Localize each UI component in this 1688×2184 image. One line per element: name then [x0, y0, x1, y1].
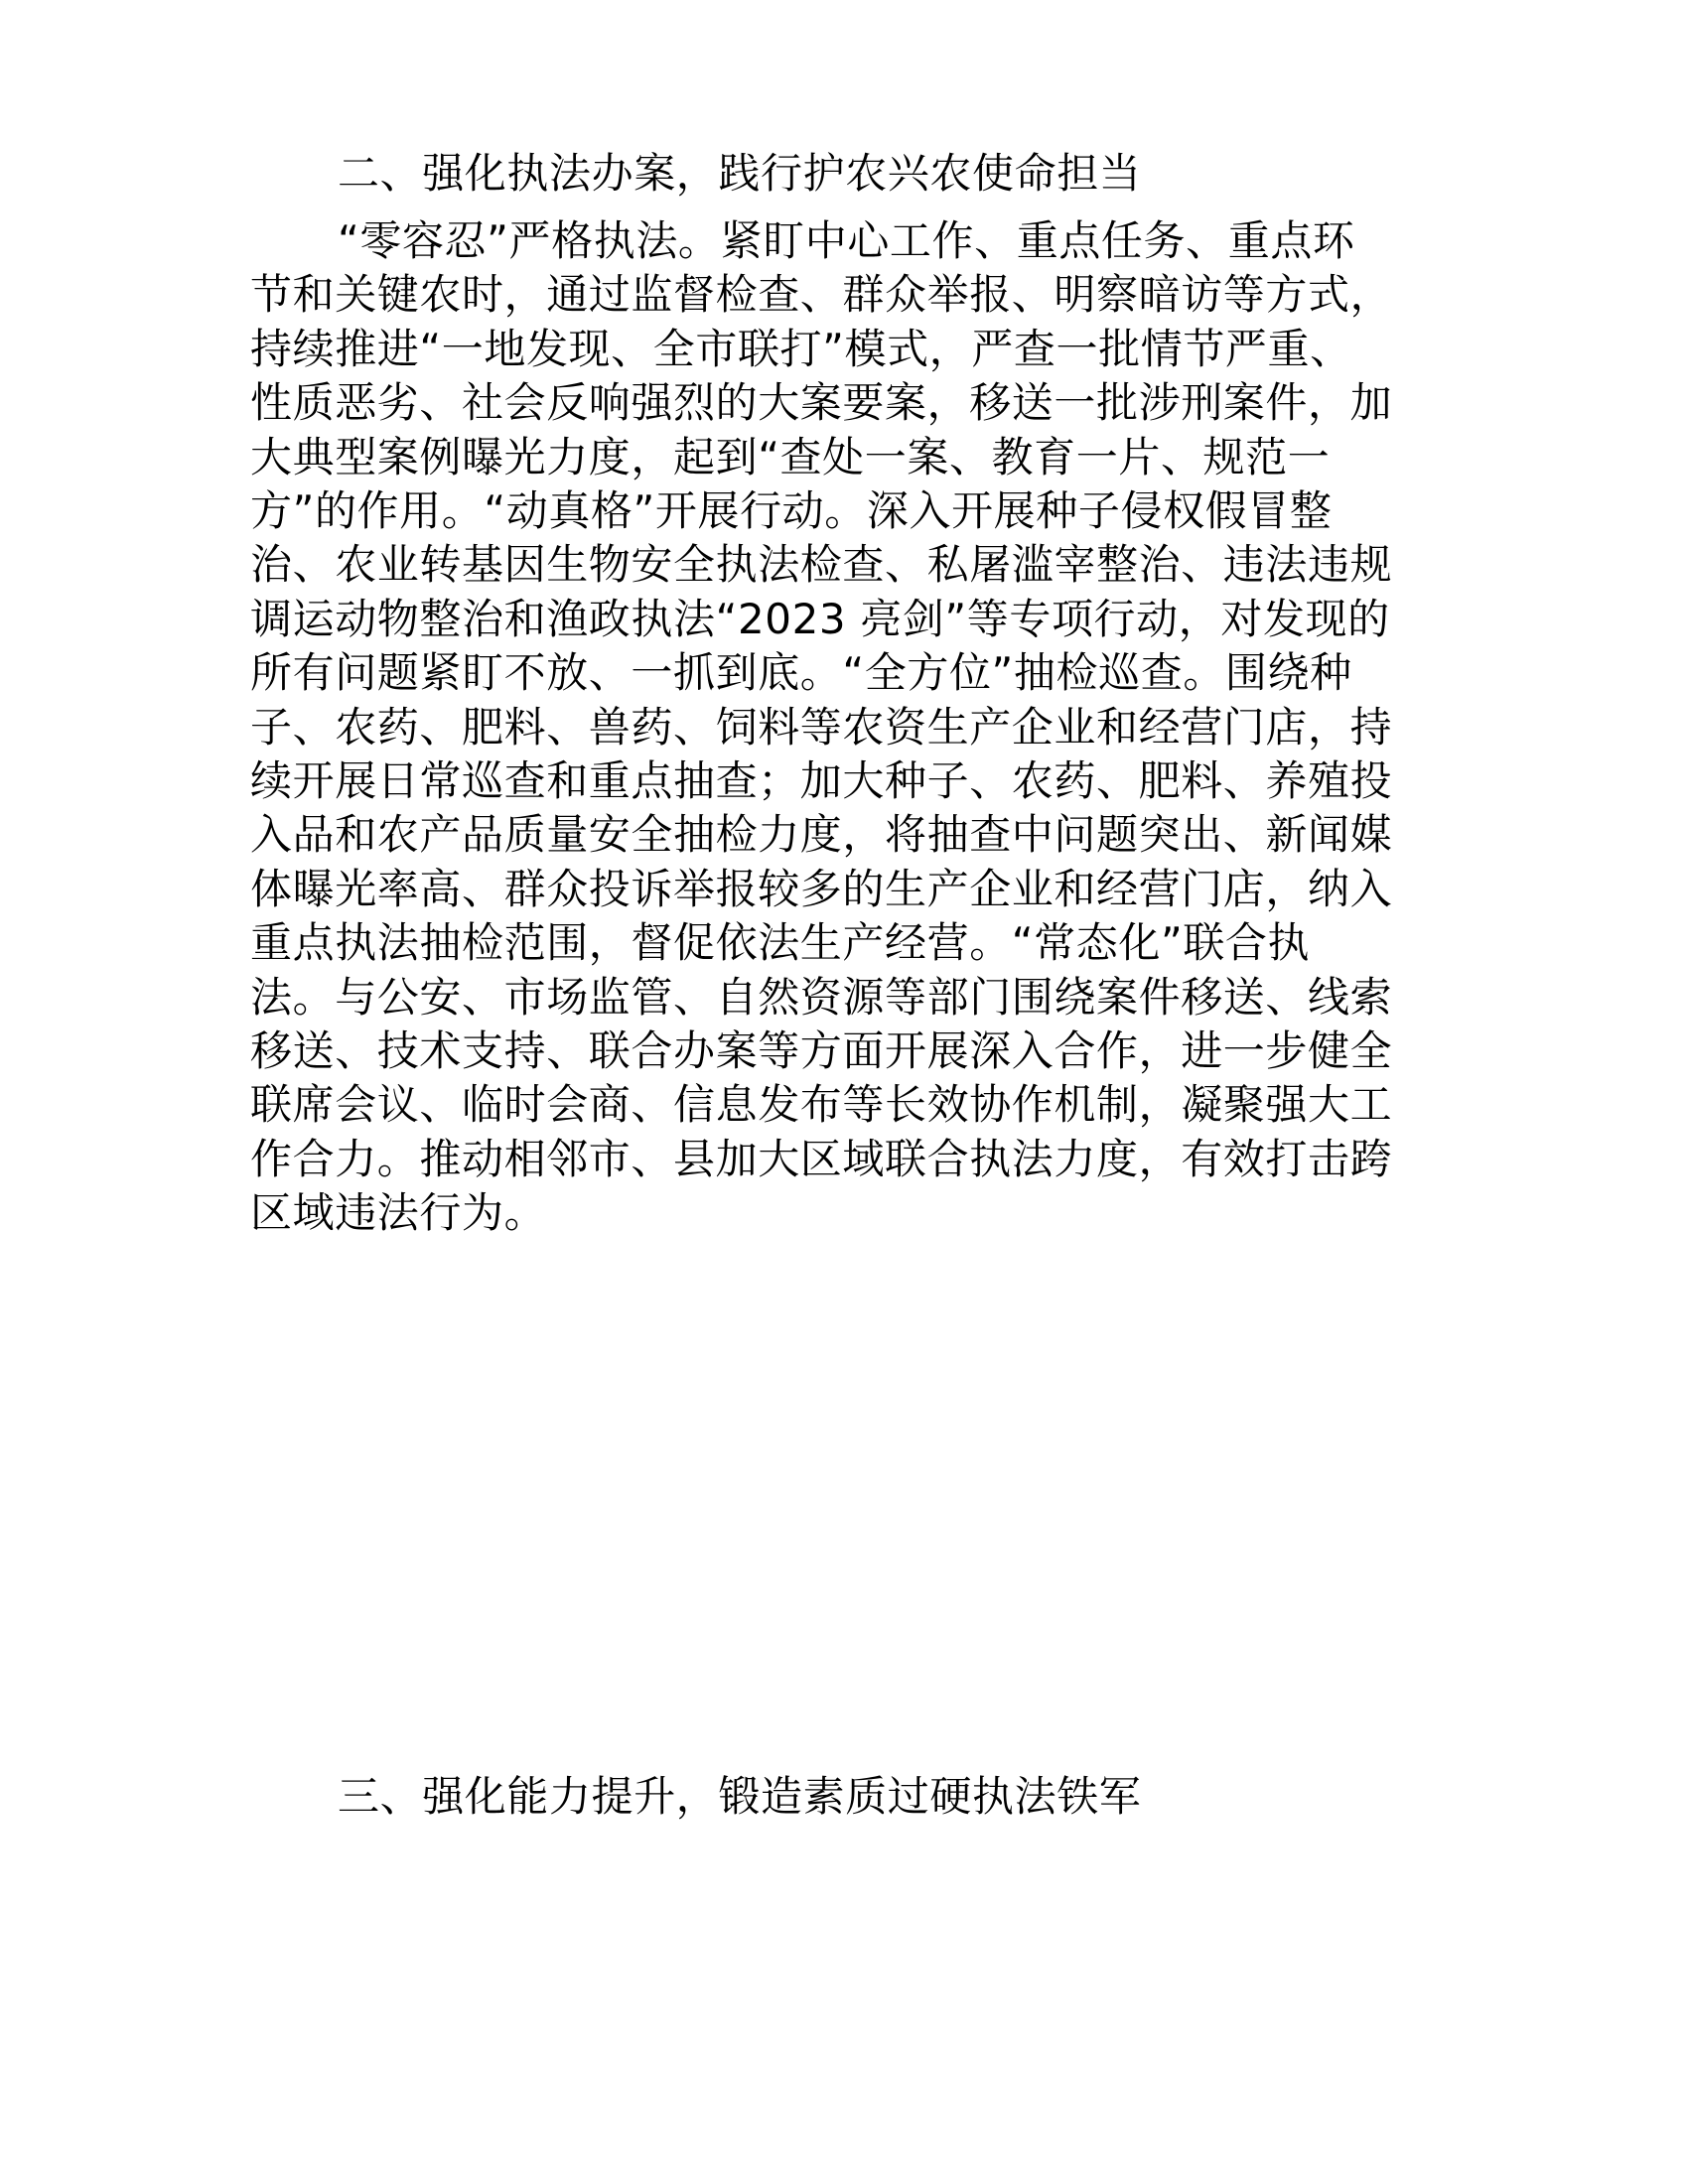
- paragraph-line: 所有问题紧盯不放、一抓到底。“全方位”抽检巡查。围绕种: [250, 648, 1352, 697]
- paragraph-line: 治、农业转基因生物安全执法检查、私屠滥宰整治、违法违规: [250, 540, 1393, 589]
- paragraph-line: 性质恶劣、社会反响强烈的大案要案，移送一批涉刑案件，加: [250, 378, 1393, 427]
- paragraph-line: 重点执法抽检范围，督促依法生产经营。“常态化”联合执: [250, 918, 1311, 967]
- paragraph-line: 移送、技术支持、联合办案等方面开展深入合作，进一步健全: [250, 1026, 1393, 1075]
- paragraph-line: 法。与公安、市场监管、自然资源等部门围绕案件移送、线索: [250, 973, 1393, 1022]
- paragraph-line: “零容忍”严格执法。紧盯中心工作、重点任务、重点环: [338, 216, 1355, 265]
- paragraph-line: 续开展日常巡查和重点抽查；加大种子、农药、肥料、养殖投: [250, 756, 1393, 805]
- paragraph-line: 体曝光率高、群众投诉举报较多的生产企业和经营门店，纳入: [250, 865, 1393, 913]
- paragraph-line: 作合力。推动相邻市、县加大区域联合执法力度，有效打击跨: [250, 1135, 1393, 1183]
- section-heading-2: 二、强化执法办案，践行护农兴农使命担当: [338, 149, 1142, 198]
- paragraph-line: 调运动物整治和渔政执法“2023 亮剑”等专项行动，对发现的: [250, 595, 1390, 643]
- paragraph-line: 大典型案例曝光力度，起到“查处一案、教育一片、规范一: [250, 433, 1331, 481]
- paragraph-line: 入品和农产品质量安全抽检力度，将抽查中问题突出、新闻媒: [250, 810, 1393, 859]
- paragraph-line: 节和关键农时，通过监督检查、群众举报、明察暗访等方式，: [250, 270, 1393, 319]
- paragraph-line: 子、农药、肥料、兽药、饲料等农资生产企业和经营门店，持: [250, 703, 1393, 751]
- paragraph-line: 方”的作用。“动真格”开展行动。深入开展种子侵权假冒整: [250, 486, 1333, 535]
- paragraph-line: 联席会议、临时会商、信息发布等长效协作机制，凝聚强大工: [250, 1080, 1393, 1129]
- section-heading-3: 三、强化能力提升，锻造素质过硬执法铁军: [338, 1772, 1142, 1821]
- paragraph-line: 区域违法行为。: [250, 1188, 547, 1237]
- paragraph-line: 持续推进“一地发现、全市联打”模式，严查一批情节严重、: [250, 325, 1352, 373]
